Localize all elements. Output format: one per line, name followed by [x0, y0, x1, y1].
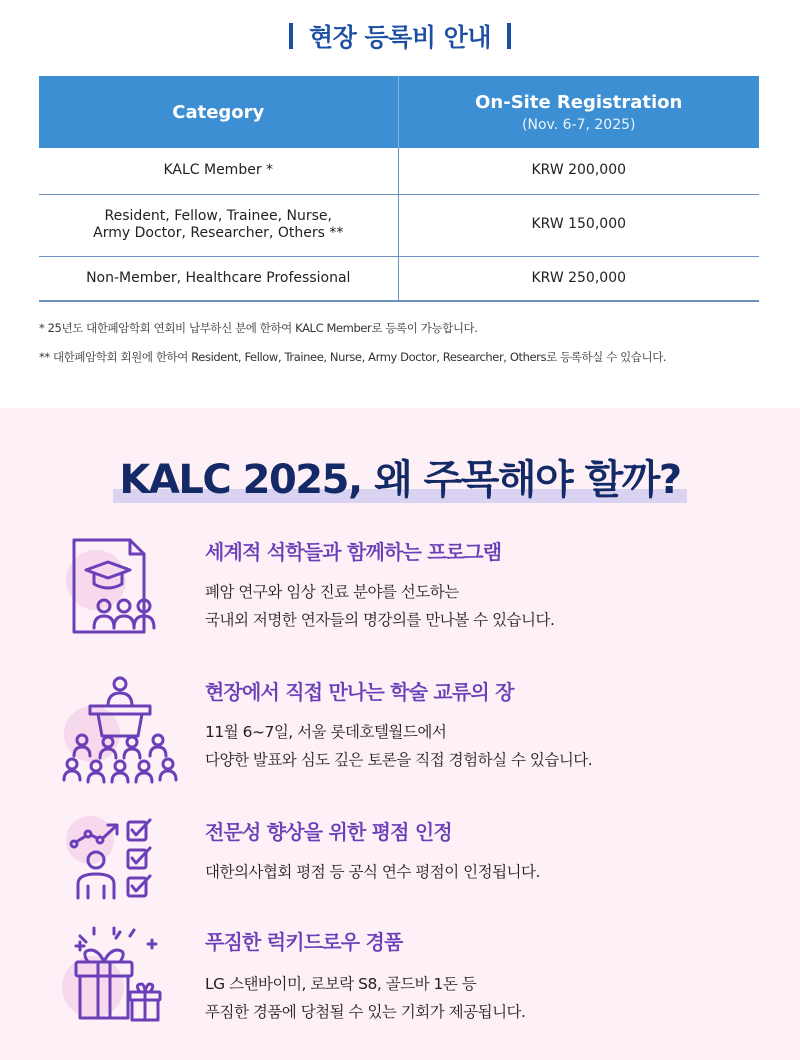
registration-notes — [39, 320, 769, 378]
category-cell — [39, 148, 398, 194]
feature-title: 현장에서 직접 만나는 학술 교류의 장 — [205, 680, 514, 704]
feature-title: 푸짐한 럭키드로우 경품 — [205, 930, 403, 954]
promo-heading — [0, 448, 800, 505]
growth-checklist-icon — [60, 816, 180, 926]
table-row — [39, 194, 759, 256]
promo-heading-text: KALC 2025, 왜 주목해야 할까? — [113, 448, 686, 505]
title-bar-right — [507, 23, 511, 49]
header-category: Category — [39, 76, 398, 148]
feature-text: 11월 6~7일, 서울 롯데호텔월드에서 — [205, 723, 447, 741]
promo-section — [0, 408, 800, 1060]
feature-text: 국내외 저명한 연자들의 명강의를 만나볼 수 있습니다. — [205, 611, 555, 629]
category-cell — [39, 256, 398, 301]
category-cell — [39, 194, 398, 256]
lecture-document-icon — [60, 536, 180, 646]
header-fee — [398, 76, 759, 148]
feature-text: 대한의사협회 평점 등 공식 연수 평점이 인정됩니다. — [205, 863, 540, 881]
feature-text: 푸짐한 경품에 당첨될 수 있는 기회가 제공됩니다. — [205, 1003, 526, 1021]
podium-audience-icon — [60, 676, 180, 786]
title-bar-left — [289, 23, 293, 49]
category-line: KALC Member * — [163, 162, 274, 178]
feature-program — [0, 536, 800, 656]
registration-fee-table — [39, 76, 759, 302]
category-line: Resident, Fellow, Trainee, Nurse, — [104, 207, 332, 224]
feature-title: 전문성 향상을 위한 평점 인정 — [205, 820, 452, 844]
category-line: Army Doctor, Researcher, Others ** — [93, 225, 344, 241]
registration-title — [0, 18, 800, 54]
fee-cell: KRW 250,000 — [398, 256, 759, 301]
fee-cell: KRW 200,000 — [398, 148, 759, 194]
feature-exchange — [0, 676, 800, 796]
header-fee-dates: (Nov. 6-7, 2025) — [522, 116, 636, 133]
header-fee-label: On-Site Registration — [475, 91, 683, 113]
table-row — [39, 256, 759, 301]
feature-text: LG 스탠바이미, 로보락 S8, 골드바 1돈 등 — [205, 975, 477, 993]
feature-title: 세계적 석학들과 함께하는 프로그램 — [205, 540, 502, 564]
feature-text: 다양한 발표와 심도 깊은 토론을 직접 경험하실 수 있습니다. — [205, 751, 593, 769]
feature-text: 폐암 연구와 임상 진료 분야를 선도하는 — [205, 583, 459, 601]
table-row — [39, 148, 759, 194]
feature-lucky-draw — [0, 926, 800, 1046]
fee-cell: KRW 150,000 — [398, 194, 759, 256]
registration-title-text: 현장 등록비 안내 — [309, 23, 491, 52]
note-other: ** 대한폐암학회 회원에 한하여 Resident, Fellow, Trainee, Nurse, Army Doctor, Researcher, Others로 등록하실 수 있습니다. — [39, 350, 667, 364]
note-member: * 25년도 대한폐암학회 연회비 납부하신 분에 한하여 KALC Member로 등록이 가능합니다. — [39, 321, 478, 335]
category-line: Non-Member, Healthcare Professional — [86, 269, 351, 286]
gift-box-icon — [60, 926, 180, 1036]
feature-credit — [0, 816, 800, 936]
